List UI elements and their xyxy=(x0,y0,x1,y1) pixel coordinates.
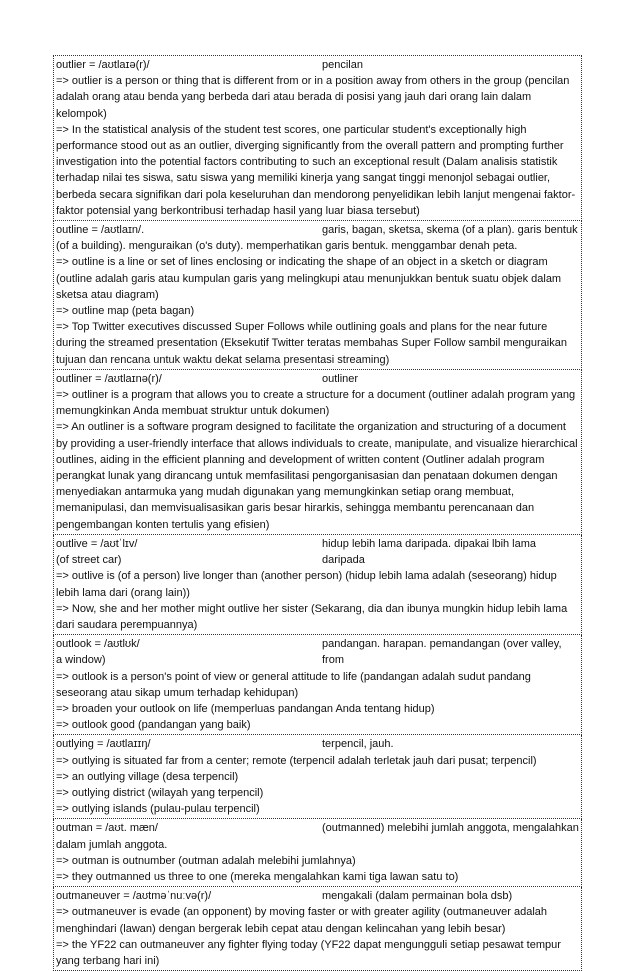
definition-line: => An outliner is a software program designed to facilitate the organization and structuring of a document by providing a user-friendly interface that allows individuals to create, manipulate, and visualize hierarchical outlines, aiding in the efficient planning and development of written content (Outliner adalah program perangkat lunak yang dirancang untuk memfasilitasi pengorganisasian dan penataan dokumen dengan menyediakan antarmuka yang mudah digunakan yang memungkinkan setiap orang membuat, memanipulasi, dan memvisualisasikan garis besar hirarkis, sehingga membantu perencanaan dan pengembangan konten tertulis yang efisien) xyxy=(56,421,578,531)
headword-pronunciation: outliner = /aʊtlaɪnə(r)/ xyxy=(56,372,162,385)
translation: mengakali (dalam permainan bola dsb) xyxy=(322,890,513,903)
headword-pronunciation: outlier = /aʊtlaɪə(r)/ xyxy=(56,59,150,71)
headword-pronunciation: outlook = /aʊtlʊk/ xyxy=(56,638,140,651)
definition-line: => Now, she and her mother might outlive her sister (Sekarang, dia dan ibunya mungkin hidup lebih lama dari saudara perempuannya) xyxy=(56,602,568,631)
dictionary-entry xyxy=(53,535,582,635)
entry-headword-line xyxy=(56,371,579,387)
definition-line: => broaden your outlook on life (memperluas pandangan Anda tentang hidup) xyxy=(56,702,435,715)
definition-line: => Top Twitter executives discussed Super Follows while outlining goals and plans for the near future during the streamed presentation (Eksekutif Twitter teratas membahas Super Follow sambil menguraikan tujuan dan rencana untuk waktu dekat selama presentasi streaming) xyxy=(56,321,567,366)
dictionary-entry xyxy=(53,819,582,887)
definition-line: => outlook is a person's point of view or general attitude to life (pandangan adalah sudut pandang seseorang atau sikap umum terhadap kehidupan) xyxy=(56,670,531,699)
translation: garis, bagan, sketsa, skema (of a plan). garis bentuk xyxy=(322,224,578,237)
translation: outliner xyxy=(322,372,359,385)
translation-continued: (of a building). menguraikan (o's duty). memperhatikan garis bentuk. menggambar denah peta. xyxy=(56,240,518,253)
translation-continued: dalam jumlah anggota. xyxy=(56,838,168,851)
translation-continued: (of street car) xyxy=(56,554,122,567)
headword-pronunciation: outlying = /aʊtlaɪɪŋ/ xyxy=(56,738,151,751)
entry-headword-line xyxy=(56,888,579,904)
translation: terpencil, jauh. xyxy=(322,738,394,751)
translation-continued: a window) xyxy=(56,654,106,667)
definition-line: => an outlying village (desa terpencil) xyxy=(56,770,239,783)
definition-line: => outlier is a person or thing that is different from or in a position away from others in the group (pencilan adalah orang atau benda yang berbeda dari atau berada di posisi yang jauh dari orang lain dalam kelompok) xyxy=(56,75,570,120)
entry-headword-line xyxy=(56,57,579,73)
definition-line: => they outmanned us three to one (mereka mengalahkan kami tiga lawan satu to) xyxy=(56,870,459,883)
headword-pronunciation: outmaneuver = /aʊtməˈnuːvə(r)/ xyxy=(56,890,212,903)
definition-line: => outline is a line or set of lines enclosing or indicating the shape of an object in a sketch or diagram (outline adalah garis atau kumpulan garis yang melingkupi atau menunjukkan bentuk suatu objek dalam sketsa atau diagram) xyxy=(56,256,562,301)
definition-line: => In the statistical analysis of the student test scores, one particular student's exceptionally high performance stood out as an outlier, diverging significantly from the overall pattern and prompting further investigation into the potential factors contributing to such an exceptional result (Dalam analisis statistik terhadap nilai tes siswa, satu siswa yang memiliki kinerja yang sangat tinggi menonjol sebagai outlier, berbeda secara signifikan dari pola keseluruhan dan mendorong penyelidikan lebih lanjut mengenai faktor-faktor potensial yang berkontribusi terhadap hasil yang luar biasa tersebut) xyxy=(56,123,576,217)
dictionary-document xyxy=(53,55,582,971)
entry-headword-line xyxy=(56,222,579,254)
definition-line: => outlook good (pandangan yang baik) xyxy=(56,719,251,732)
definition-line: => outlive is (of a person) live longer than (another person) (hidup lebih lama adalah (seseorang) hidup lebih lama dari (orang lain)) xyxy=(56,570,557,599)
headword-pronunciation: outlive = /aʊtˈlɪv/ xyxy=(56,537,138,550)
dictionary-entry xyxy=(53,370,582,535)
dictionary-entry xyxy=(53,56,582,221)
dictionary-entry xyxy=(53,221,582,370)
headword-pronunciation: outline = /aʊtlaɪn/. xyxy=(56,224,145,237)
definition-line: => outman is outnumber (outman adalah melebihi jumlahnya) xyxy=(56,854,356,867)
translation: pandangan. harapan. pemandangan (over valley, from xyxy=(322,638,562,667)
definition-line: => the YF22 can outmaneuver any fighter flying today (YF22 dapat mengungguli setiap pesawat tempur yang terbang hari ini) xyxy=(56,938,561,967)
definition-line: => outliner is a program that allows you to create a structure for a document (outliner adalah program yang memungkinkan Anda membuat struktur untuk dokumen) xyxy=(56,389,576,418)
dictionary-entry xyxy=(53,635,582,735)
definition-line: => outmaneuver is evade (an opponent) by moving faster or with greater agility (outmaneuver adalah menghindari (lawan) dengan bergerak lebih cepat atau dengan kelincahan yang lebih besar) xyxy=(56,906,548,935)
entry-headword-line xyxy=(56,820,579,852)
dictionary-entry xyxy=(53,735,582,819)
definition-line: => outlying islands (pulau-pulau terpencil) xyxy=(56,803,260,816)
definition-line: => outlying district (wilayah yang terpencil) xyxy=(56,786,264,799)
dictionary-entry xyxy=(53,887,582,971)
definition-line: => outline map (peta bagan) xyxy=(56,305,195,318)
translation: hidup lebih lama daripada. dipakai lbih lama daripada xyxy=(322,537,537,567)
translation: (outmanned) melebihi jumlah anggota, mengalahkan xyxy=(322,822,579,835)
definition-line: => outlying is situated far from a center; remote (terpencil adalah terletak jauh dari pusat; terpencil) xyxy=(56,754,537,767)
headword-pronunciation: outman = /aʊt. mæn/ xyxy=(56,822,158,835)
entry-headword-line xyxy=(56,636,579,668)
entry-headword-line xyxy=(56,536,579,568)
translation: pencilan xyxy=(322,59,363,71)
entry-headword-line xyxy=(56,736,579,752)
